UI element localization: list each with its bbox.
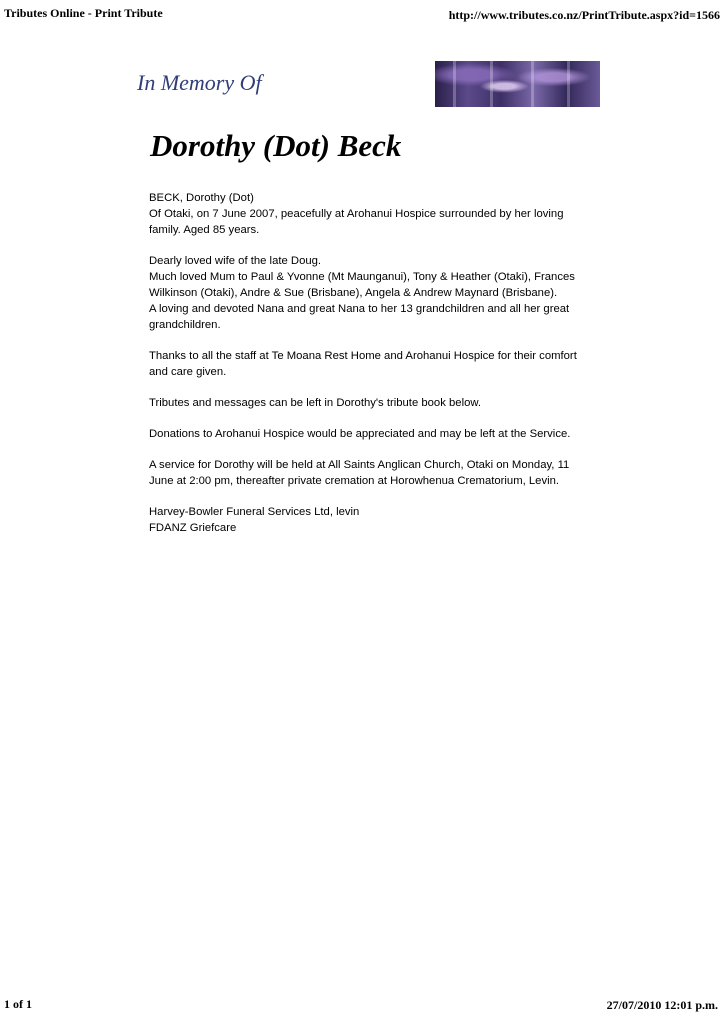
notice-line: A loving and devoted Nana and great Nana to her 13 grandchildren and all her great grandchildren. bbox=[149, 303, 570, 331]
notice-paragraph bbox=[149, 253, 579, 333]
notice-line: Tributes and messages can be left in Dorothy's tribute book below. bbox=[149, 397, 482, 409]
tribute-name: Dorothy (Dot) Beck bbox=[150, 128, 402, 163]
notice-line: FDANZ Griefcare bbox=[149, 522, 237, 534]
print-header-url: http://www.tributes.co.nz/PrintTribute.aspx?id=1566 bbox=[448, 8, 720, 22]
notice-line: Dearly loved wife of the late Doug. bbox=[149, 255, 322, 267]
print-datetime: 27/07/2010 12:01 p.m. bbox=[606, 998, 718, 1012]
notice-line: Harvey-Bowler Funeral Services Ltd, levin bbox=[149, 506, 360, 518]
notice-line: Much loved Mum to Paul & Yvonne (Mt Maunganui), Tony & Heather (Otaki), Frances Wilkinson (Otaki), Andre & Sue (Brisbane), Angela & Andrew Maynard (Brisbane). bbox=[149, 271, 575, 299]
notice-paragraph bbox=[149, 395, 579, 411]
notice-paragraph bbox=[149, 504, 579, 536]
page-count: 1 of 1 bbox=[4, 997, 32, 1011]
notice-line: Of Otaki, on 7 June 2007, peacefully at Arohanui Hospice surrounded by her loving family. Aged 85 years. bbox=[149, 208, 564, 236]
banner-image bbox=[435, 61, 600, 107]
notice-paragraph bbox=[149, 426, 579, 442]
notice-line: Donations to Arohanui Hospice would be appreciated and may be left at the Service. bbox=[149, 428, 571, 440]
notice-line: Thanks to all the staff at Te Moana Rest Home and Arohanui Hospice for their comfort and care given. bbox=[149, 350, 577, 378]
memory-heading: In Memory Of bbox=[137, 70, 262, 95]
notice-line: A service for Dorothy will be held at All Saints Anglican Church, Otaki on Monday, 11 June at 2:00 pm, thereafter private cremation at Horowhenua Crematorium, Levin. bbox=[149, 459, 570, 487]
notice-paragraph bbox=[149, 348, 579, 380]
notice-line: BECK, Dorothy (Dot) bbox=[149, 192, 254, 204]
notice-paragraph bbox=[149, 190, 579, 238]
print-header-title: Tributes Online - Print Tribute bbox=[4, 6, 163, 20]
death-notice bbox=[149, 190, 579, 551]
notice-paragraph bbox=[149, 457, 579, 489]
